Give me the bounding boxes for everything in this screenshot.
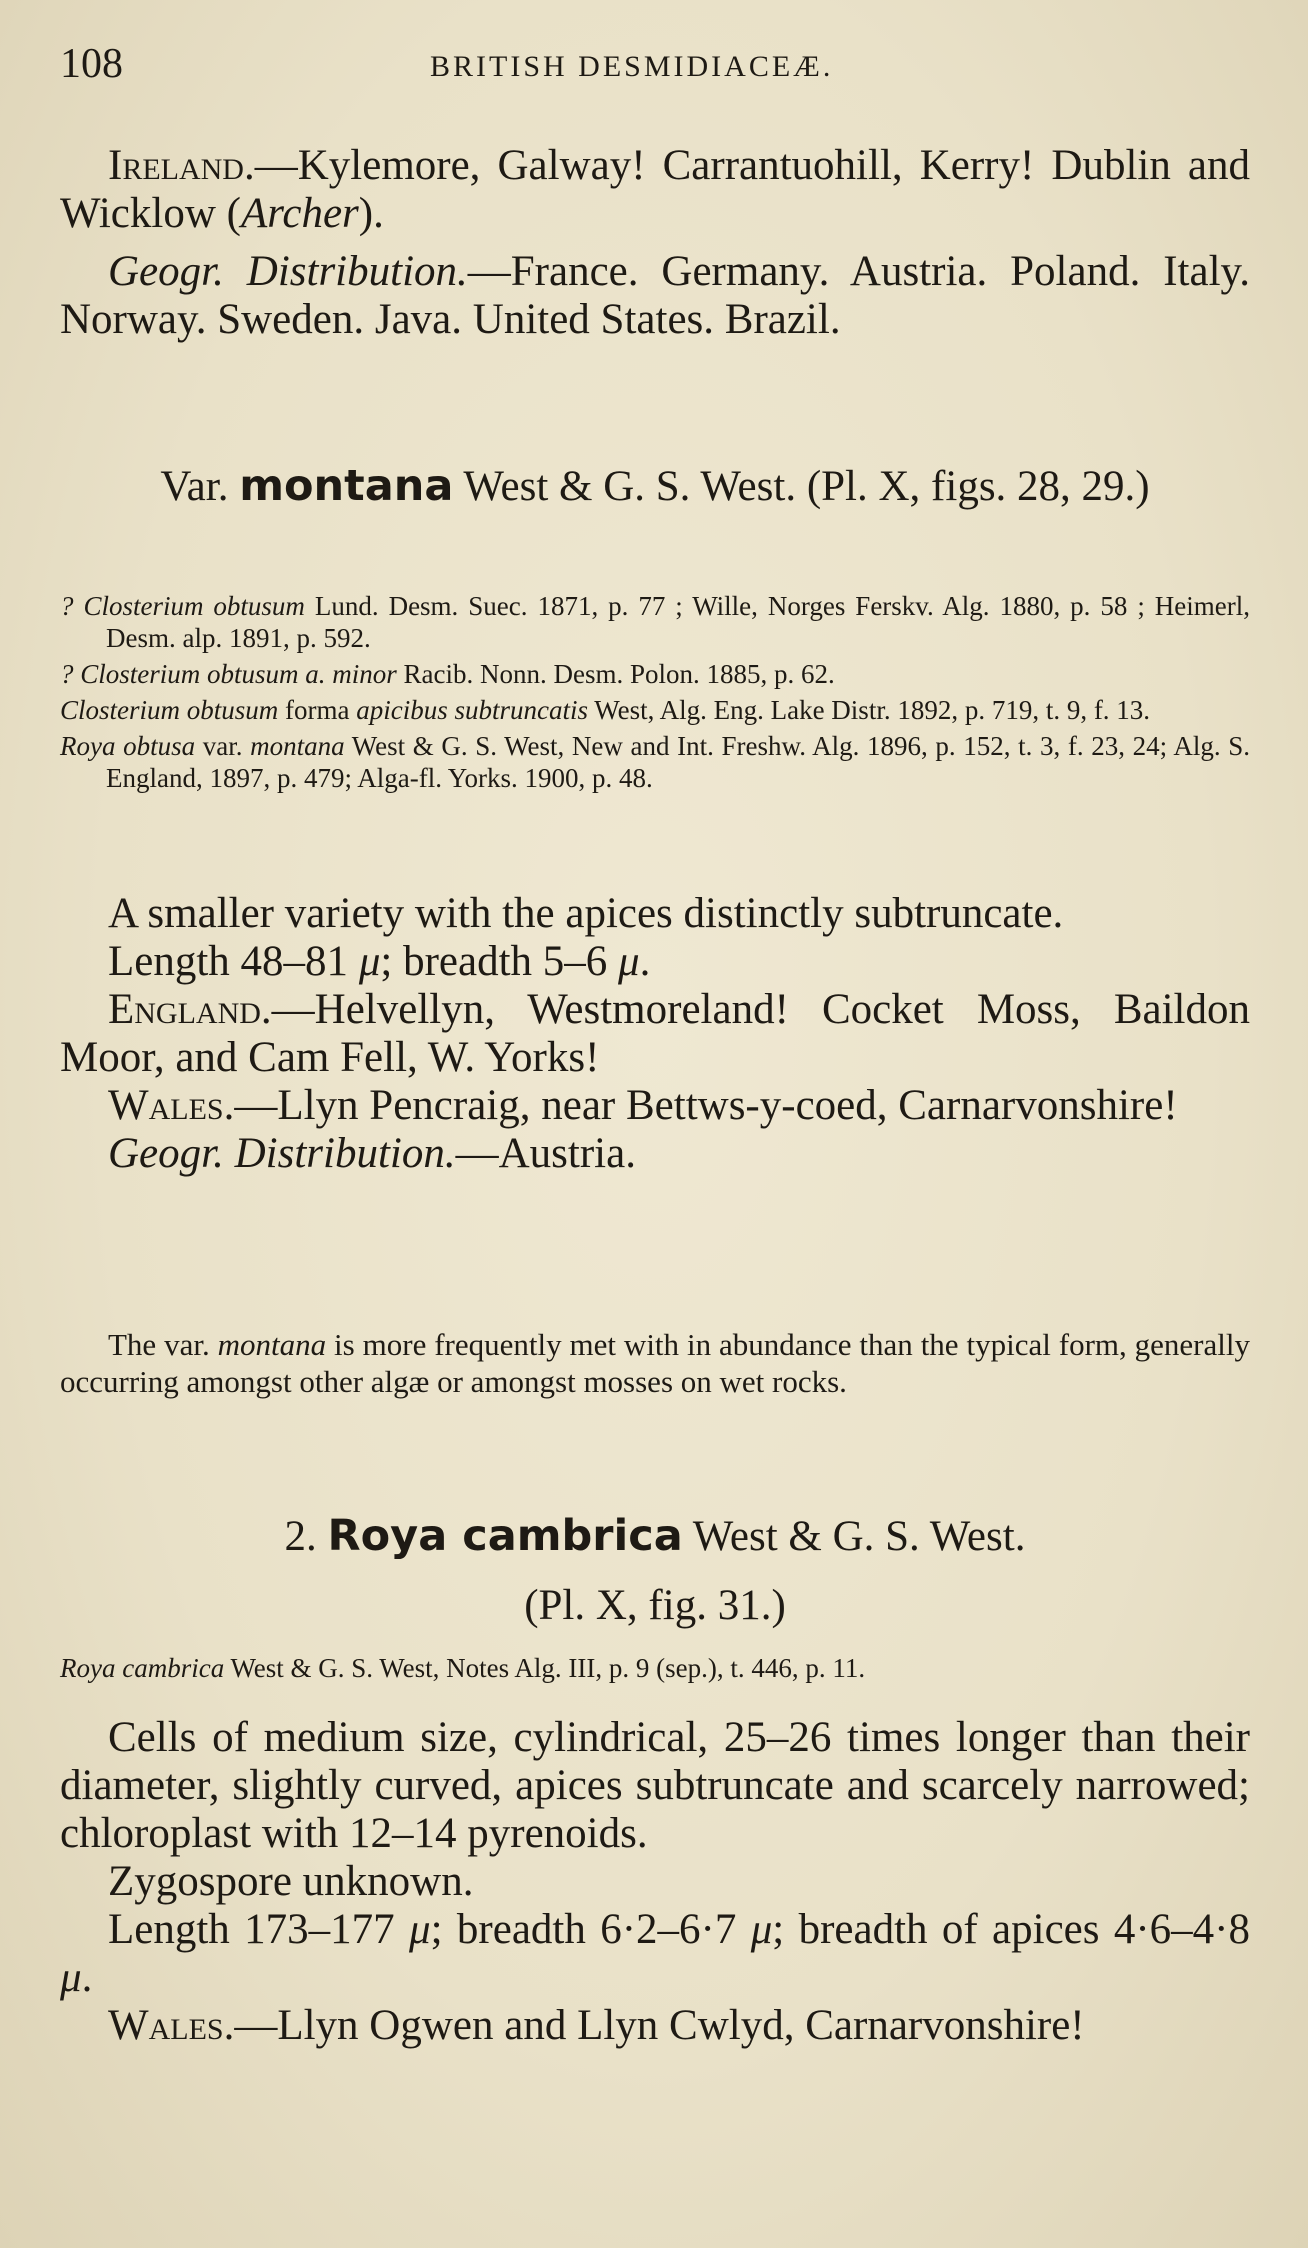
variety-description [60, 890, 1250, 1178]
zygospore-note: Zygospore unknown. [108, 1858, 474, 1905]
synonym-name: ? Closterium obtusum [60, 591, 305, 621]
ireland-label: Ireland. [108, 142, 255, 189]
measure-length: Length 48–81 [108, 938, 359, 985]
species-name: Roya cambrica [327, 1511, 683, 1561]
species-plate [60, 1582, 1250, 1630]
species-wales-locality [60, 2002, 1250, 2050]
measure-length: Length 173–177 [108, 1906, 410, 1953]
synonym-entry [60, 658, 1250, 690]
species-measurements [60, 1906, 1250, 2002]
synonym-name: Closterium obtusum [60, 695, 279, 725]
geogr-text: —Austria. [455, 1130, 636, 1177]
synonym-entry [60, 1652, 1250, 1684]
species-authority: West & G. S. West. [692, 1513, 1026, 1560]
note-text-2: is more frequently met with in abundance than the typical form, generally occurring amongst other algæ or amongst mosses on wet rocks. [60, 1327, 1250, 1399]
geogr-text: —France. Germany. Austria. Poland. Italy. Norway. Sweden. Java. United States. Brazil. [60, 248, 1250, 343]
measure-breadth: ; breadth 6·2–6·7 [430, 1906, 751, 1953]
variety-authority: West & G. S. West. (Pl. X, figs. 28, 29.) [463, 463, 1150, 510]
synonym-form: apicibus subtruncatis [356, 695, 589, 725]
wales-text: —Llyn Pencraig, near Bettws-y-coed, Carnarvonshire! [234, 1082, 1178, 1129]
ireland-paragraph [60, 142, 1250, 238]
synonym-name: Roya cambrica [60, 1653, 225, 1683]
variety-heading [60, 462, 1250, 511]
synonym-variety: montana [250, 731, 345, 761]
measure-apices: ; breadth of apices 4·6–4·8 [772, 1906, 1250, 1953]
wales-text: —Llyn Ogwen and Llyn Cwlyd, Carnarvonshire! [234, 2002, 1085, 2049]
synonym-citation-2: West, Alg. Eng. Lake Distr. 1892, p. 719, t. 9, f. 13. [588, 695, 1151, 725]
variety-name: montana [239, 461, 454, 511]
wales-label: Wales. [108, 1082, 235, 1129]
ireland-archer: Archer [240, 190, 359, 237]
variety-note [60, 1326, 1250, 1400]
geogr-label: Geogr. Distribution. [108, 1130, 456, 1177]
synonym-entry [60, 590, 1250, 654]
note-variety: montana [217, 1327, 327, 1362]
variety-description-text: A smaller variety with the apices distinctly subtruncate. [108, 890, 1064, 937]
wales-locality [60, 1082, 1250, 1130]
micron-symbol: μ [618, 938, 640, 985]
synonym-entry [60, 694, 1250, 726]
geogr-label: Geogr. Distribution. [108, 248, 468, 295]
england-text: —Helvellyn, Westmoreland! Cocket Moss, Baildon Moor, and Cam Fell, W. Yorks! [60, 986, 1250, 1081]
species-description [60, 1714, 1250, 2050]
page-number: 108 [60, 41, 123, 87]
micron-symbol: μ [750, 1906, 773, 1953]
england-label: England. [108, 986, 272, 1033]
micron-symbol: μ [60, 1954, 82, 2001]
measure-breadth: ; breadth 5–6 [380, 938, 619, 985]
synonym-citation: var. [195, 731, 251, 761]
synonym-name: ? Closterium obtusum a. minor [60, 659, 397, 689]
variety-geogr [60, 1130, 1250, 1178]
species-description-text: Cells of medium size, cylindrical, 25–26 times longer than their diameter, slightly curved, apices subtruncate and scarcely narrowed; chloroplast with 12–14 pyrenoids. [60, 1714, 1250, 1857]
ireland-end: ). [358, 190, 384, 237]
running-head [60, 40, 1240, 90]
micron-symbol: μ [358, 938, 381, 985]
variety-measurements [60, 938, 1250, 986]
wales-label: Wales. [108, 2002, 235, 2049]
synonym-entry [60, 730, 1250, 794]
species-synonymy [60, 1652, 1250, 1688]
micron-symbol: μ [409, 1906, 431, 1953]
synonym-citation-2: West & G. S. West, New and Int. Freshw. Alg. 1896, p. 152, t. 3, f. 23, 24; Alg. S. England, 1897, p. 479; Alga-fl. Yorks. 1900, p. 48. [106, 731, 1250, 793]
plate-reference: (Pl. X, fig. 31.) [524, 1582, 786, 1629]
synonym-citation: Lund. Desm. Suec. 1871, p. 77 ; Wille, Norges Ferskv. Alg. 1880, p. 58 ; Heimerl, Desm. alp. 1891, p. 592. [106, 591, 1250, 653]
note-text: The var. [108, 1327, 218, 1362]
synonym-name: Roya obtusa [60, 731, 196, 761]
running-title: BRITISH DESMIDIACEÆ. [430, 50, 834, 83]
species-number: 2. [284, 1513, 317, 1560]
measure-end: . [639, 938, 651, 985]
synonym-citation: West & G. S. West, Notes Alg. III, p. 9 (sep.), t. 446, p. 11. [224, 1653, 866, 1683]
synonym-citation: Racib. Nonn. Desm. Polon. 1885, p. 62. [396, 659, 835, 689]
variety-synonymy [60, 590, 1250, 798]
geogr-distribution-paragraph [60, 248, 1250, 344]
species-heading [60, 1512, 1250, 1561]
ireland-text: —Kylemore, Galway! Carrantuohill, Kerry! Dublin and Wicklow ( [60, 142, 1250, 237]
measure-end: . [81, 1954, 93, 2001]
synonym-citation: forma [278, 695, 357, 725]
variety-prefix: Var. [160, 463, 229, 510]
england-locality [60, 986, 1250, 1082]
